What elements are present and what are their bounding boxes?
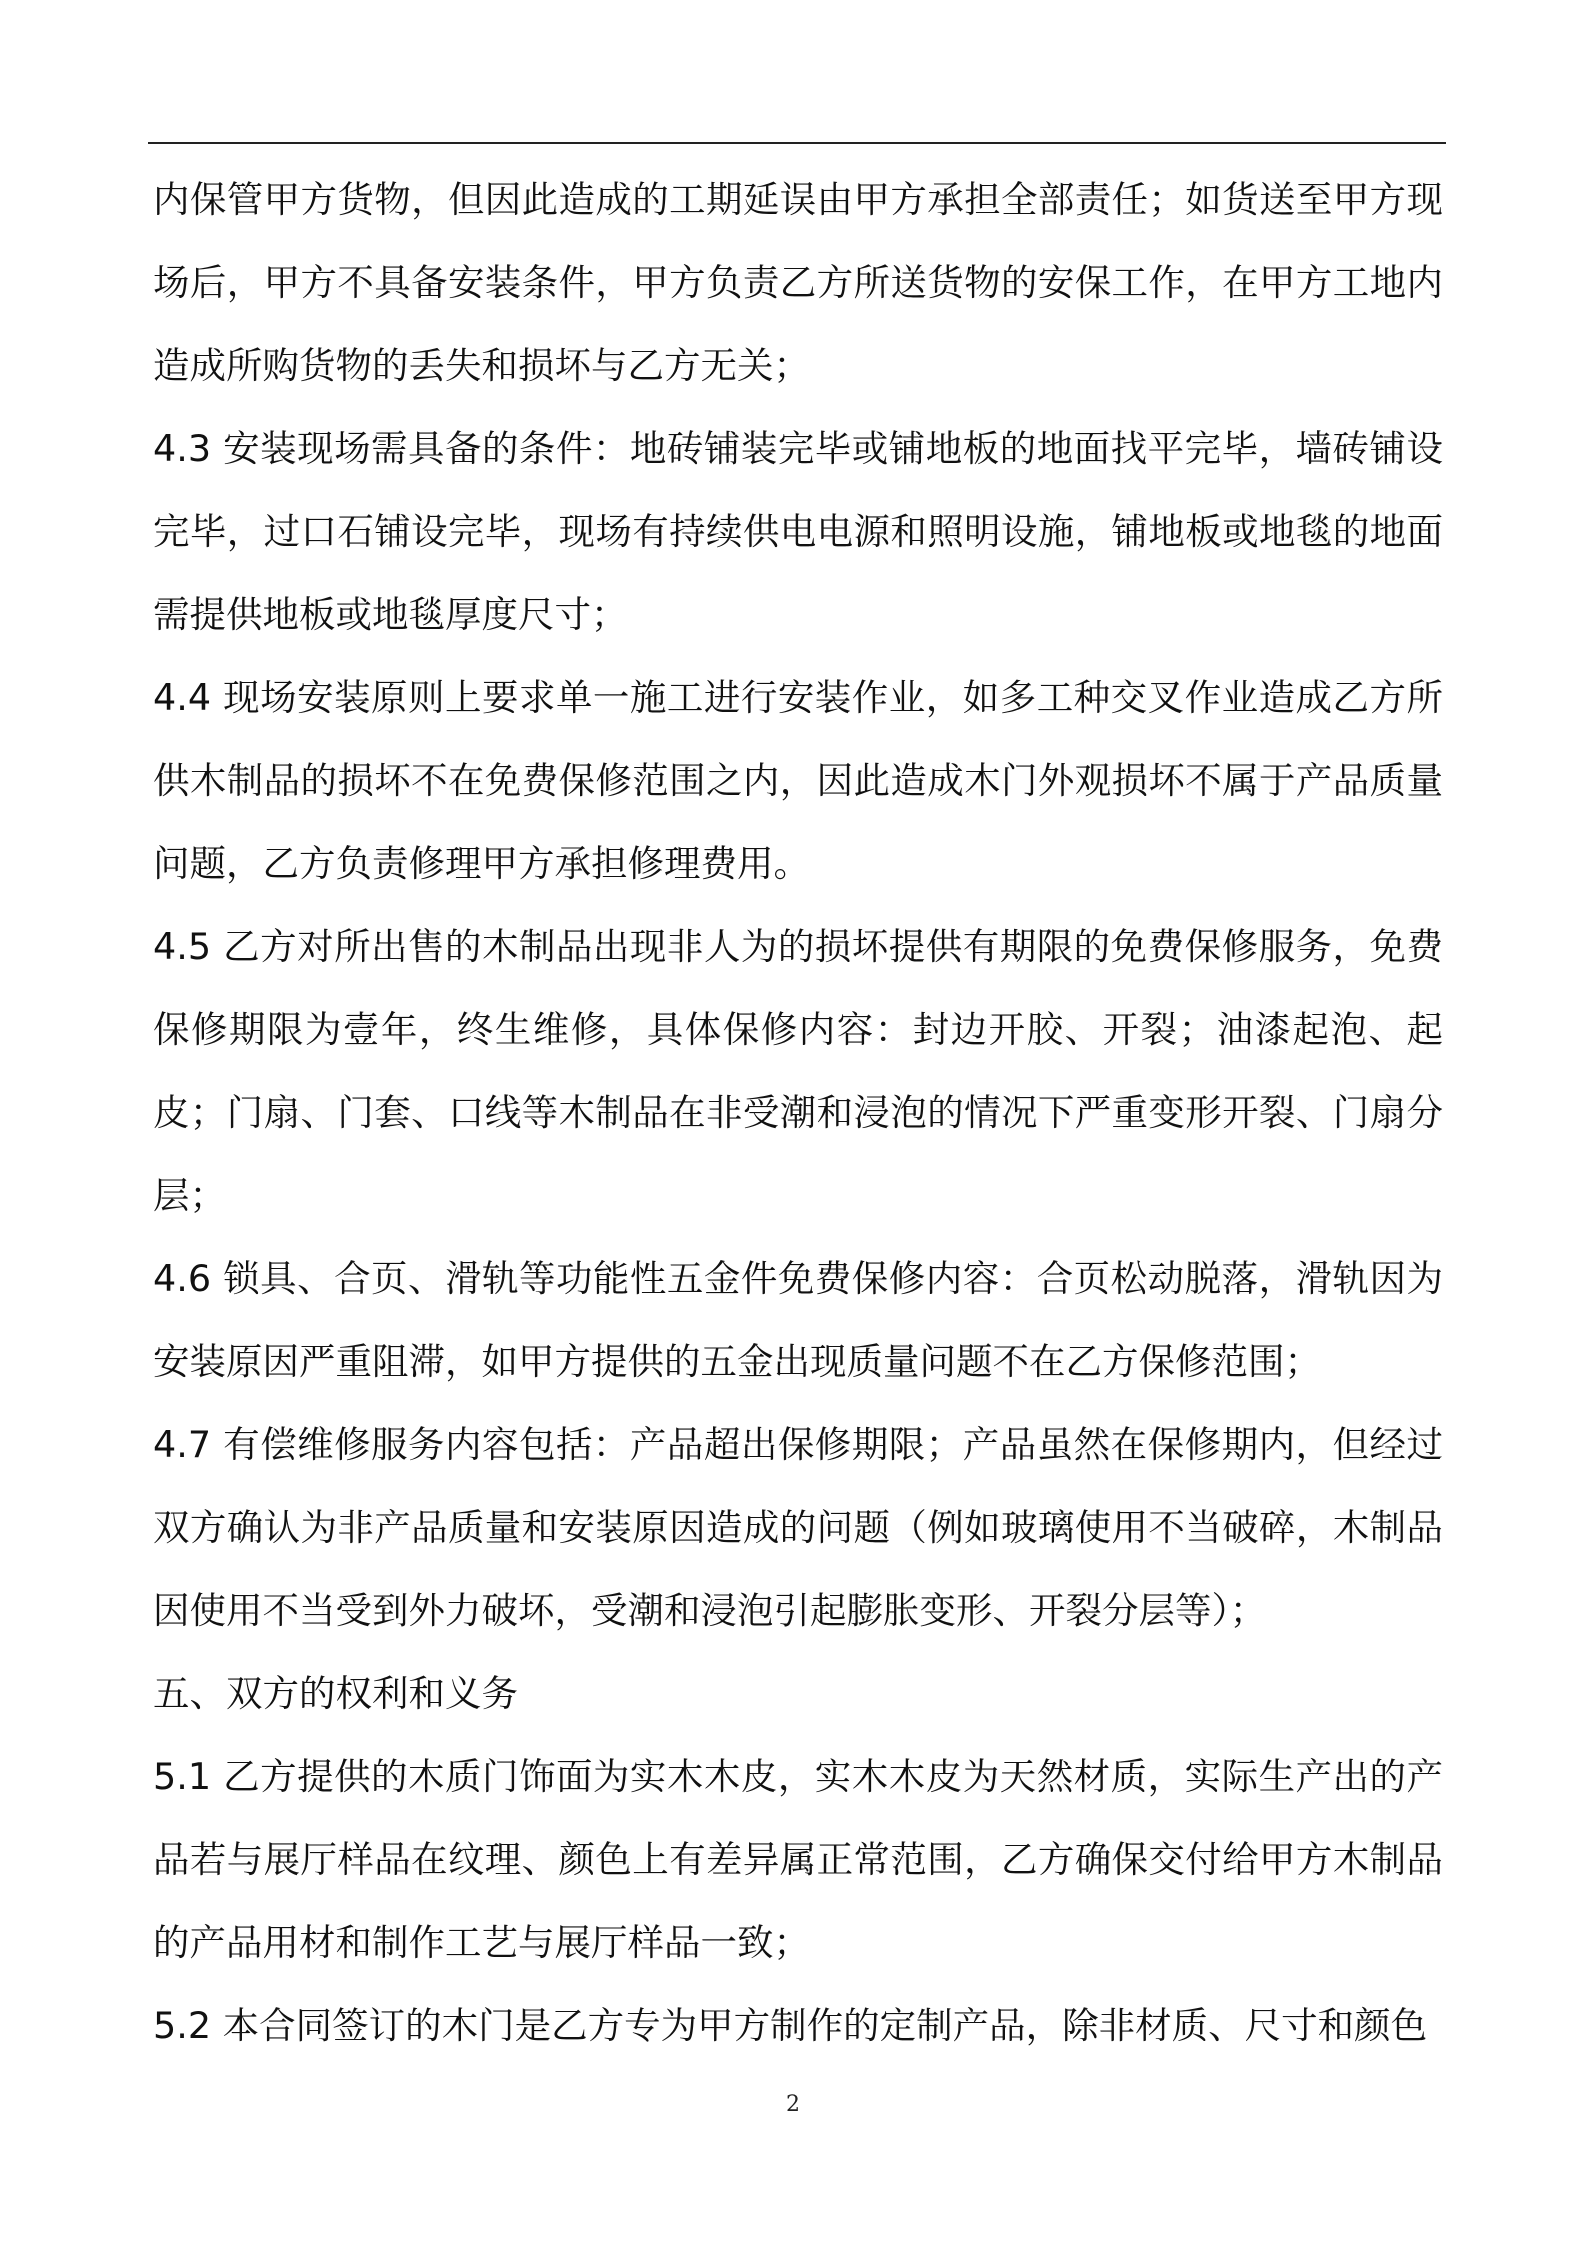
page-number: 2 xyxy=(786,2092,800,2117)
paragraph-5-2: 5.2 本合同签订的木门是乙方专为甲方制作的定制产品，除非材质、尺寸和颜色 xyxy=(153,2004,1428,2047)
paragraph-4-3: 4.3 安装现场需具备的条件：地砖铺装完毕或铺地板的地面找平完毕，墙砖铺设完毕，过口石铺设完毕，现场有持续供电电源和照明设施，铺地板或地毯的地面需提供地板或地毯厚度尺寸； xyxy=(153,427,1443,636)
document-body xyxy=(153,158,1443,2067)
paragraph-4-4: 4.4 现场安装原则上要求单一施工进行安装作业，如多工种交叉作业造成乙方所供木制品的损坏不在免费保修范围之内，因此造成木门外观损坏不属于产品质量问题，乙方负责修理甲方承担修理费用。 xyxy=(153,676,1443,885)
paragraph-4-6: 4.6 锁具、合页、滑轨等功能性五金件免费保修内容：合页松动脱落，滑轨因为安装原因严重阻滞，如甲方提供的五金出现质量问题不在乙方保修范围； xyxy=(153,1257,1443,1383)
paragraph-4-7: 4.7 有偿维修服务内容包括：产品超出保修期限；产品虽然在保修期内，但经过双方确认为非产品质量和安装原因造成的问题（例如玻璃使用不当破碎，木制品因使用不当受到外力破坏，受潮和浸泡引起膨胀变形、开裂分层等）； xyxy=(153,1423,1443,1632)
paragraph-continuation-4-2: 内保管甲方货物，但因此造成的工期延误由甲方承担全部责任；如货送至甲方现场后，甲方不具备安装条件，甲方负责乙方所送货物的安保工作，在甲方工地内造成所购货物的丢失和损坏与乙方无关； xyxy=(153,178,1443,387)
paragraph-5-1: 5.1 乙方提供的木质门饰面为实木木皮，实木木皮为天然材质，实际生产出的产品若与展厅样品在纹理、颜色上有差异属正常范围，乙方确保交付给甲方木制品的产品用材和制作工艺与展厅样品一致； xyxy=(153,1755,1443,1964)
paragraph-4-5: 4.5 乙方对所出售的木制品出现非人为的损坏提供有期限的免费保修服务，免费保修期限为壹年，终生维修，具体保修内容：封边开胶、开裂；油漆起泡、起皮；门扇、门套、口线等木制品在非受潮和浸泡的情况下严重变形开裂、门扇分层； xyxy=(153,925,1443,1217)
section-heading-5: 五、双方的权利和义务 xyxy=(153,1672,518,1715)
header-rule xyxy=(148,142,1446,144)
